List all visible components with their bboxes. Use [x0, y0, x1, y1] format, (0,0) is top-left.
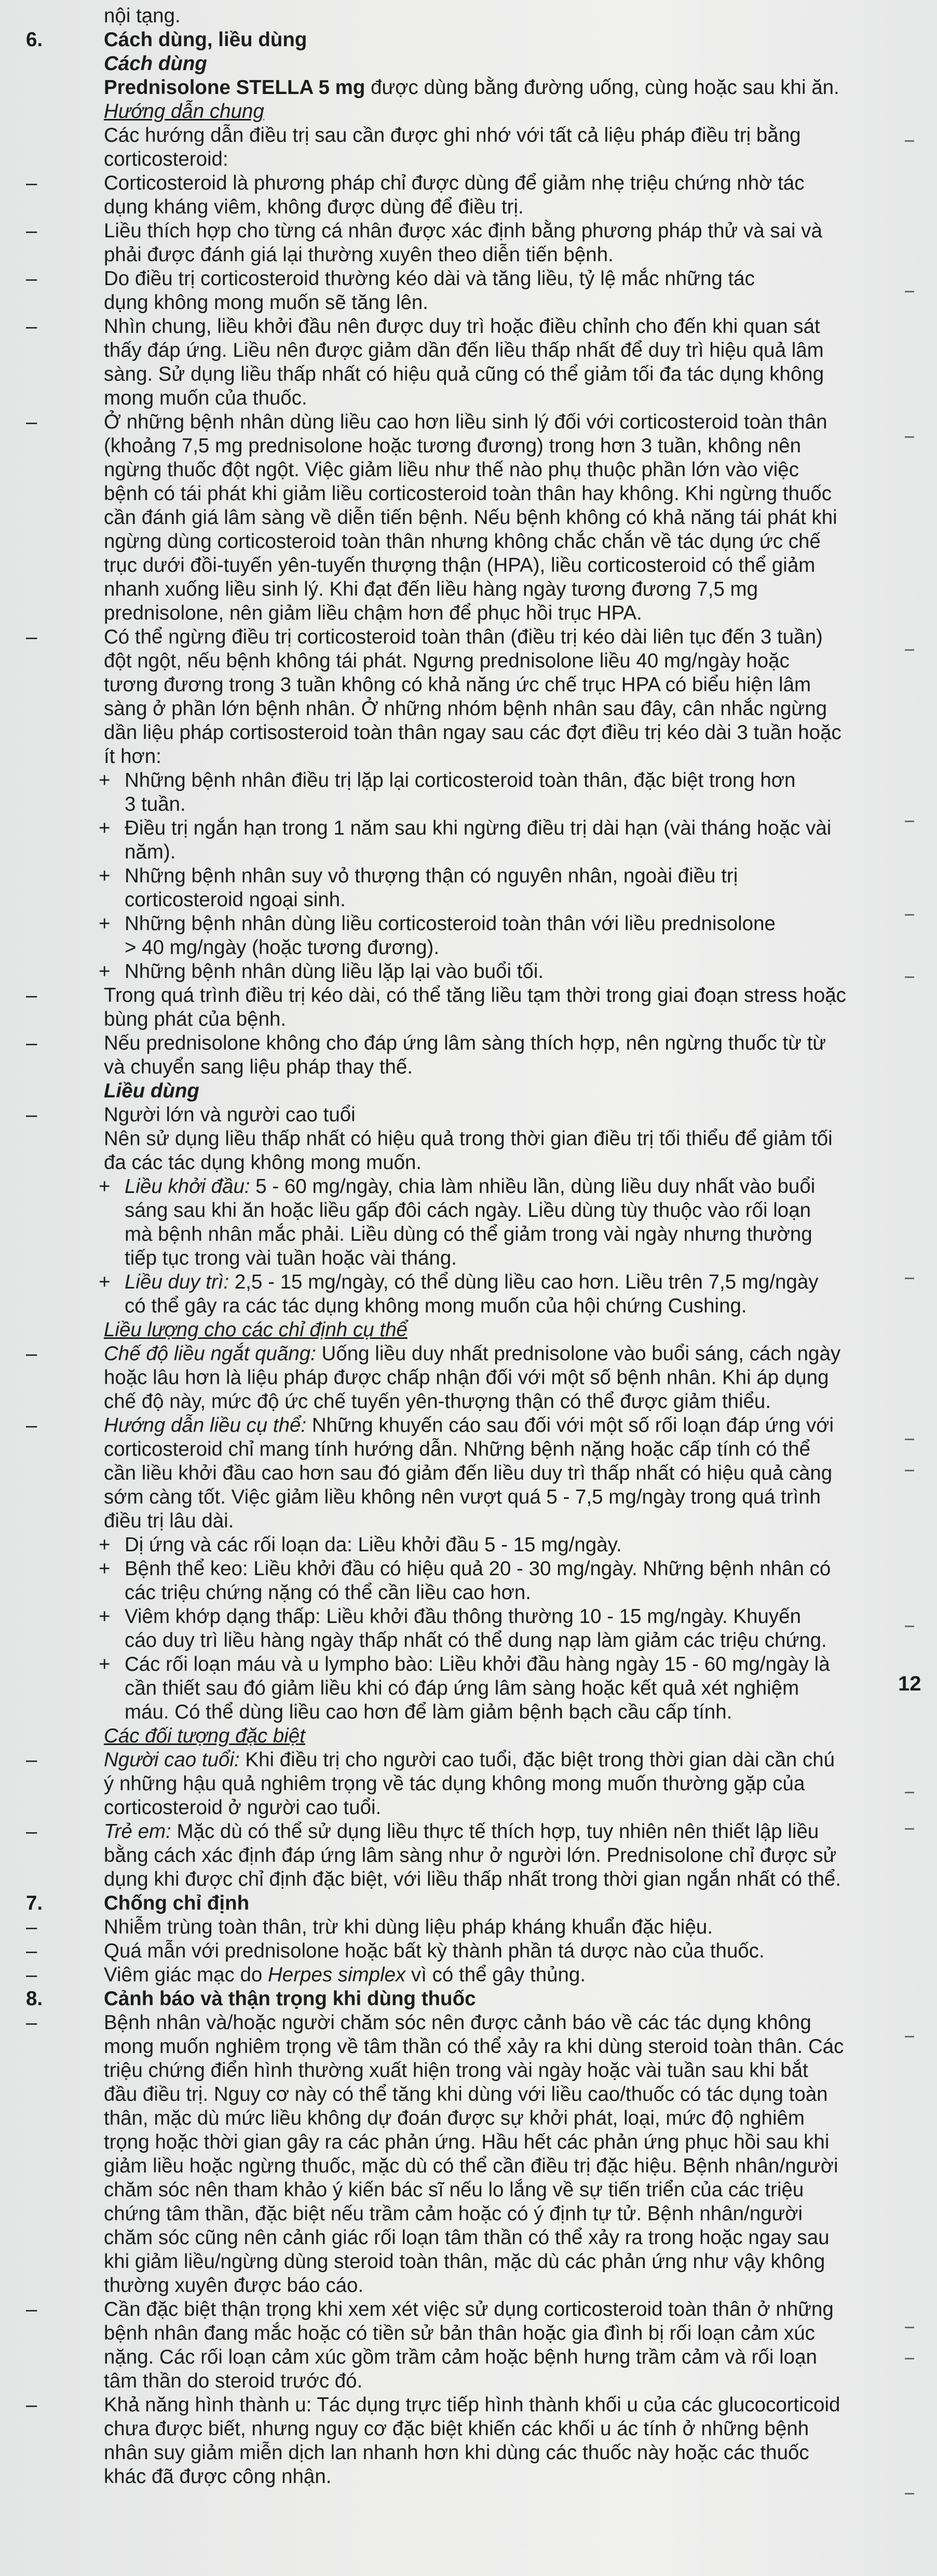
- text-line: [26, 769, 898, 793]
- margin-tick: [905, 976, 914, 978]
- line-text: khi giảm liều/ngừng dùng steroid toàn thân, mặc dù các phản ứng như vậy không: [104, 2250, 825, 2273]
- line-text: chưa được biết, nhưng nguy cơ đặc biệt khiến các khối u ác tính ở những bệnh: [104, 2418, 809, 2440]
- line-text: Bệnh nhân và/hoặc người chăm sóc nên được cảnh báo về các tác dụng không: [104, 2011, 811, 2034]
- text-line: [26, 721, 898, 745]
- dash-bullet: –: [26, 1964, 37, 1986]
- line-text: corticosteroid ngoại sinh.: [125, 889, 346, 911]
- margin-tick: [905, 2327, 914, 2328]
- dash-bullet: –: [26, 2298, 37, 2320]
- line-text: corticosteroid:: [104, 148, 228, 170]
- line-text: mà bệnh nhân mắc phải. Liều dùng có thể giảm trong vài ngày nhưng thường: [125, 1223, 812, 1245]
- text-line: [26, 1533, 898, 1557]
- section-heading: [26, 1891, 898, 1915]
- line-text: Nhìn chung, liều khởi đầu nên được duy trì hoặc điều chỉnh cho đến khi quan sát: [104, 315, 820, 338]
- text-line: [26, 506, 898, 530]
- line-text: trục dưới đồi-tuyến yên-tuyến thượng thận (HPA), liều corticosteroid có thể giảm: [104, 554, 816, 576]
- dash-bullet: –: [26, 411, 37, 433]
- dash-bullet: –: [26, 626, 37, 648]
- line-text: thân, mặc dù mức liều không dự đoán được sự khởi phát, loại, mức độ nghiêm: [104, 2107, 805, 2129]
- text-line: [26, 1461, 898, 1485]
- line-text: thường xuyên được báo cáo.: [104, 2274, 364, 2297]
- text-line: [26, 291, 898, 315]
- page-number: 12: [898, 1672, 921, 1695]
- line-text: Cần đặc biệt thận trọng khi xem xét việc sử dụng corticosteroid toàn thân ở những: [104, 2298, 834, 2320]
- plus-bullet: +: [99, 1653, 111, 1675]
- line-text: mong muốn nghiêm trọng về tâm thần có thể xảy ra khi dùng steroid toàn thân. Các: [104, 2035, 844, 2058]
- plus-bullet: +: [99, 913, 111, 935]
- line-text: ngừng thuốc đột ngột. Việc giảm liều như thế nào phụ thuộc phần lớn vào việc: [104, 459, 799, 481]
- line-text: corticosteroid chỉ mang tính hướng dẫn. Những bệnh nặng hoặc cấp tính có thể: [104, 1438, 810, 1460]
- text-line: [26, 1485, 898, 1509]
- line-text: [125, 1175, 815, 1199]
- line-text: Chống chỉ định: [104, 1892, 250, 1914]
- dash-bullet: –: [26, 220, 37, 242]
- text-line: [26, 1629, 898, 1653]
- line-text: dần liệu pháp cortisosteroid toàn thân ngay sau các đợt điều trị kéo dài 3 tuần hoặc: [104, 721, 841, 744]
- line-text: bùng phát của bệnh.: [104, 1008, 287, 1030]
- line-text: bệnh có tái phát khi giảm liều corticosteroid toàn thân hay không. Khi ngừng thuốc: [104, 482, 832, 505]
- text-line: [26, 793, 898, 816]
- text-line: [26, 1700, 898, 1724]
- line-text: Do điều trị corticosteroid thường kéo dài và tăng liều, tỷ lệ mắc những tác: [104, 267, 755, 290]
- text-line: [26, 1820, 898, 1844]
- line-text: nhân suy giảm miễn dịch lan nhanh hơn khi dùng các thuốc này hoặc các thuốc: [104, 2441, 809, 2464]
- line-text: Các hướng dẫn điều trị sau cần được ghi nhớ với tất cả liệu pháp điều trị bằng: [104, 124, 801, 146]
- text-run: vì có thể gây thủng.: [405, 1964, 586, 1986]
- margin-tick: [905, 1278, 914, 1279]
- text-line: [26, 410, 898, 434]
- line-text: cáo duy trì liều hàng ngày thấp nhất có thể dung nạp làm giảm các triệu chứng.: [125, 1629, 827, 1652]
- text-line: [26, 912, 898, 936]
- text-line: [26, 1581, 898, 1605]
- line-text: Corticosteroid là phương pháp chỉ được dùng để giảm nhẹ triệu chứng nhờ tác: [104, 172, 805, 194]
- line-text: Nhiễm trùng toàn thân, trừ khi dùng liệu pháp kháng khuẩn đặc hiệu.: [104, 1916, 713, 1938]
- text-line: [26, 2298, 898, 2322]
- line-text: nhanh xuống liều sinh lý. Khi đạt đến liều hàng ngày tương đương 7,5 mg: [104, 578, 758, 600]
- margin-tick: [905, 1470, 914, 1471]
- margin-tick: [905, 649, 914, 651]
- line-text: dụng không mong muốn sẽ tăng lên.: [104, 291, 429, 314]
- text-run: Liều duy trì:: [125, 1271, 229, 1293]
- text-line: [26, 458, 898, 482]
- section-heading: [26, 1987, 898, 2011]
- plus-bullet: +: [99, 1175, 111, 1198]
- plus-bullet: +: [99, 1605, 111, 1628]
- text-line: [26, 530, 898, 554]
- text-line: [26, 363, 898, 386]
- line-text: dụng kháng viêm, không được dùng để điều trị.: [104, 196, 524, 218]
- text-line: [26, 52, 898, 76]
- text-line: [26, 1127, 898, 1151]
- section-number: 6.: [26, 29, 43, 51]
- line-text: dụng khi được chỉ định đặc biệt, với liều thấp nhất trong thời gian ngắn nhất có thể.: [104, 1868, 841, 1890]
- text-line: [26, 2226, 898, 2250]
- line-text: mong muốn của thuốc.: [104, 387, 307, 409]
- line-text: các triệu chứng nặng có thể cần liều cao hơn.: [125, 1581, 532, 1604]
- plus-bullet: +: [99, 817, 111, 839]
- text-line: [26, 2393, 898, 2417]
- line-text: phải được đánh giá lại thường xuyên theo diễn tiến bệnh.: [104, 244, 614, 266]
- line-text: chứng tâm thần, đặc biệt nếu trầm cảm hoặc có ý định tự tử. Bệnh nhân/người: [104, 2203, 803, 2225]
- margin-tick: [905, 821, 914, 822]
- text-line: [26, 2441, 898, 2465]
- text-line: [26, 1342, 898, 1366]
- margin-tick: [905, 1439, 914, 1440]
- line-text: [104, 1414, 834, 1438]
- text-line: [26, 1676, 898, 1700]
- text-line: [26, 1055, 898, 1079]
- text-run: Herpes simplex: [268, 1964, 406, 1986]
- text-line: [26, 219, 898, 243]
- text-line: [26, 2322, 898, 2345]
- text-line: [26, 243, 898, 267]
- margin-tick: [905, 2358, 914, 2359]
- text-line: [26, 2202, 898, 2226]
- dash-bullet: –: [26, 2011, 37, 2034]
- line-text: sáng sau khi ăn hoặc liều gấp đôi cách ngày. Liều dùng tùy thuộc vào rối loạn: [125, 1199, 811, 1222]
- text-line: [26, 1557, 898, 1581]
- text-line: [26, 2465, 898, 2489]
- margin-tick: [905, 436, 914, 438]
- margin-tick: [905, 291, 914, 292]
- line-text: cần liều khởi đầu cao hơn sau đó giảm đến liều duy trì thấp nhất có hiệu quả càng: [104, 1462, 833, 1484]
- line-text: Nên sử dụng liều thấp nhất có hiệu quả trong thời gian điều trị tối thiểu để giảm tối: [104, 1128, 833, 1150]
- dash-bullet: –: [26, 1820, 37, 1843]
- line-text: điều trị lâu dài.: [104, 1510, 234, 1532]
- line-text: bệnh nhân đang mắc hoặc có tiền sử bản thân hoặc gia đình bị rối loạn cảm xúc: [104, 2322, 815, 2344]
- line-text: khác đã được công nhận.: [104, 2465, 332, 2488]
- text-line: [26, 1915, 898, 1939]
- line-text: Bệnh thể keo: Liều khởi đầu có hiệu quả 20 - 30 mg/ngày. Những bệnh nhân có: [125, 1558, 831, 1580]
- text-line: [26, 4, 898, 28]
- text-line: [26, 2369, 898, 2393]
- text-line: [26, 2417, 898, 2441]
- text-line: [26, 2107, 898, 2130]
- line-text: và chuyển sang liệu pháp thay thế.: [104, 1056, 413, 1078]
- plus-bullet: +: [99, 865, 111, 887]
- plus-bullet: +: [99, 1534, 111, 1556]
- text-line: [26, 840, 898, 864]
- text-line: [26, 1318, 898, 1342]
- text-run: Hướng dẫn liều cụ thể:: [104, 1414, 307, 1437]
- text-run: Những khuyến cáo sau đối với một số rối loạn đáp ứng với: [306, 1414, 834, 1437]
- dash-bullet: –: [26, 1916, 37, 1938]
- text-line: [26, 1223, 898, 1246]
- line-text: chế độ này, mức độ ức chế tuyến yên-thượng thận có thể được giảm thiểu.: [104, 1390, 771, 1413]
- line-text: Nếu prednisolone không cho đáp ứng lâm sàng thích hợp, nên ngừng thuốc từ từ: [104, 1032, 826, 1054]
- line-text: hoặc lâu hơn là liệu pháp được chấp nhận đối với một số bệnh nhân. Khi áp dụng: [104, 1366, 829, 1389]
- text-line: [26, 816, 898, 840]
- text-run: Viêm giác mạc do: [104, 1964, 268, 1986]
- line-text: bằng cách xác định đáp ứng lâm sàng như ở người lớn. Prednisolone chỉ được sử: [104, 1844, 837, 1867]
- dash-bullet: –: [26, 1104, 37, 1126]
- dash-bullet: –: [26, 1940, 37, 1962]
- line-text: prednisolone, nên giảm liều chậm hơn để phục hồi trục HPA.: [104, 602, 642, 624]
- text-line: [26, 1031, 898, 1055]
- line-text: ý những hậu quả nghiêm trọng về tác dụng không mong muốn thường gặp của: [104, 1773, 805, 1795]
- line-text: đột ngột, nếu bệnh không tái phát. Ngưng prednisolone liều 40 mg/ngày hoặc: [104, 650, 790, 672]
- text-line: [26, 2130, 898, 2154]
- text-line: [26, 339, 898, 363]
- text-line: [26, 1605, 898, 1629]
- line-text: Có thể ngừng điều trị corticosteroid toàn thân (điều trị kéo dài liên tục đến 3 tuần): [104, 626, 823, 648]
- text-line: [26, 554, 898, 578]
- text-line: [26, 76, 898, 100]
- line-text: 3 tuần.: [125, 793, 186, 815]
- text-line: [26, 1270, 898, 1294]
- text-line: [26, 936, 898, 960]
- line-text: có thể gây ra các tác dụng không mong muốn của hội chứng Cushing.: [125, 1295, 747, 1317]
- line-text: Những bệnh nhân dùng liều corticosteroid toàn thân với liều prednisolone: [125, 913, 776, 935]
- line-text: sàng ở phần lớn bệnh nhân. Ở những nhóm bệnh nhân sau đây, cân nhắc ngừng: [104, 697, 827, 720]
- text-line: [26, 482, 898, 506]
- line-text: ít hơn:: [104, 745, 161, 768]
- text-line: [26, 267, 898, 291]
- text-run: Mặc dù có thể sử dụng liều thực tế thích hợp, tuy nhiên nên thiết lập liều: [171, 1820, 819, 1843]
- dash-bullet: –: [26, 1749, 37, 1771]
- dash-bullet: –: [26, 267, 37, 290]
- text-line: [26, 625, 898, 649]
- margin-tick: [905, 2036, 914, 2037]
- line-text: nặng. Các rối loạn cảm xúc gồm trầm cảm hoặc bệnh hưng trầm cảm và rối loạn: [104, 2346, 817, 2368]
- text-line: [26, 2345, 898, 2369]
- text-line: [26, 1366, 898, 1390]
- line-text: Những bệnh nhân suy vỏ thượng thận có nguyên nhân, ngoài điều trị: [125, 865, 738, 887]
- text-run: 2,5 - 15 mg/ngày, có thể dùng liều cao hơn. Liều trên 7,5 mg/ngày: [229, 1271, 819, 1293]
- text-line: [26, 1653, 898, 1676]
- line-text: Những bệnh nhân dùng liều lặp lại vào buổi tối.: [125, 960, 544, 983]
- margin-tick: [905, 1792, 914, 1793]
- text-line: [26, 195, 898, 219]
- line-text: trọng hoặc thời gian gây ra các phản ứng. Hầu hết các phản ứng phục hồi sau khi: [104, 2131, 830, 2153]
- line-text: cần đánh giá lâm sàng về diễn tiến bệnh. Nếu bệnh không có khả năng tái phát khi: [104, 506, 837, 529]
- dash-bullet: –: [26, 1032, 37, 1054]
- margin-tick: [905, 1828, 914, 1830]
- line-text: tiếp tục trong vài tuần hoặc vài tháng.: [125, 1247, 457, 1269]
- line-text: Các đối tượng đặc biệt: [104, 1725, 305, 1747]
- text-line: [26, 1175, 898, 1199]
- line-text: Cách dùng, liều dùng: [104, 29, 307, 51]
- plus-bullet: +: [99, 1558, 111, 1580]
- line-text: Liều thích hợp cho từng cá nhân được xác định bằng phương pháp thử và sai và: [104, 220, 822, 242]
- line-text: sàng. Sử dụng liều thấp nhất có hiệu quả cũng có thể giảm tối đa tác dụng không: [104, 363, 824, 385]
- line-text: Trong quá trình điều trị kéo dài, có thể tăng liều tạm thời trong giai đoạn stress hoặc: [104, 984, 846, 1007]
- line-text: [104, 1748, 835, 1772]
- dash-bullet: –: [26, 984, 37, 1007]
- line-text: chăm sóc cũng nên cảnh giác rối loạn tâm thần có thể xảy ra trong hoặc ngay sau: [104, 2226, 830, 2249]
- line-text: Cảnh báo và thận trọng khi dùng thuốc: [104, 1988, 476, 2010]
- text-line: [26, 1509, 898, 1533]
- text-run: Trẻ em:: [104, 1820, 171, 1843]
- line-text: thấy đáp ứng. Liều nên được giảm dần đến liều thấp nhất để duy trì hiệu quả lâm: [104, 339, 824, 361]
- line-text: [104, 1342, 840, 1366]
- line-text: đầu điều trị. Nguy cơ này có thể tăng khi dùng với liều cao/thuốc có tác dụng toàn: [104, 2083, 828, 2105]
- text-line: [26, 2059, 898, 2083]
- line-text: Ở những bệnh nhân dùng liều cao hơn liều sinh lý đối với corticosteroid toàn thân: [104, 411, 827, 433]
- line-text: máu. Có thể dùng liều cao hơn để làm giảm bệnh bạch cầu cấp tính.: [125, 1701, 732, 1723]
- text-line: [26, 1246, 898, 1270]
- text-line: [26, 1724, 898, 1748]
- line-text: tâm thần do steroid trước đó.: [104, 2370, 363, 2392]
- plus-bullet: +: [99, 769, 111, 791]
- dash-bullet: –: [26, 2394, 37, 2416]
- plus-bullet: +: [99, 960, 111, 983]
- line-text: [104, 1820, 819, 1844]
- line-text: [104, 76, 839, 100]
- line-text: Quá mẫn với prednisolone hoặc bất kỳ thành phần tá dược nào của thuốc.: [104, 1940, 765, 1962]
- line-text: Các rối loạn máu và u lympho bào: Liều khởi đầu hàng ngày 15 - 60 mg/ngày là: [125, 1653, 830, 1675]
- margin-tick: [905, 140, 914, 142]
- text-line: [26, 2178, 898, 2202]
- text-run: Liều khởi đầu:: [125, 1175, 250, 1198]
- line-text: Cách dùng: [104, 52, 207, 75]
- margin-tick: [905, 1626, 914, 1627]
- line-text: [104, 1963, 586, 1987]
- line-text: tương đương trong 3 tuần không có khả năng ức chế trục HPA có biểu hiện lâm: [104, 674, 811, 696]
- text-line: [26, 1748, 898, 1772]
- text-line: [26, 1151, 898, 1175]
- text-line: [26, 578, 898, 601]
- text-line: [26, 1079, 898, 1103]
- line-text: > 40 mg/ngày (hoặc tương đương).: [125, 936, 440, 959]
- dash-bullet: –: [26, 1343, 37, 1365]
- line-text: ngừng dùng corticosteroid toàn thân nhưng không chắc chắn về tác dụng ức chế: [104, 530, 821, 553]
- text-line: [26, 147, 898, 171]
- text-line: [26, 434, 898, 458]
- text-line: [26, 386, 898, 410]
- text-line: [26, 984, 898, 1008]
- line-text: corticosteroid ở người cao tuổi.: [104, 1796, 382, 1819]
- line-text: Liều lượng cho các chỉ định cụ thể: [104, 1319, 408, 1341]
- text-line: [26, 1438, 898, 1461]
- text-run: Chế độ liều ngắt quãng:: [104, 1343, 316, 1365]
- text-line: [26, 2035, 898, 2059]
- line-text: Dị ứng và các rối loạn da: Liều khởi đầu 5 - 15 mg/ngày.: [125, 1534, 622, 1556]
- plus-bullet: +: [99, 1271, 111, 1293]
- margin-tick: [905, 2493, 914, 2494]
- text-line: [26, 1963, 898, 1987]
- text-line: [26, 124, 898, 147]
- line-text: cần thiết sau đó giảm liều khi có đáp ứng lâm sàng hoặc kết quả xét nghiệm: [125, 1677, 799, 1699]
- line-text: Khả năng hình thành u: Tác dụng trực tiếp hình thành khối u của các glucocorticoid: [104, 2394, 840, 2416]
- text-run: Uống liều duy nhất prednisolone vào buổi sáng, cách ngày: [316, 1343, 841, 1365]
- text-line: [26, 100, 898, 124]
- line-text: đa các tác dụng không mong muốn.: [104, 1151, 422, 1174]
- margin-tick: [905, 914, 914, 916]
- text-line: [26, 1939, 898, 1963]
- section-number: 7.: [26, 1892, 43, 1914]
- line-text: nội tạng.: [104, 5, 181, 27]
- line-text: Liều dùng: [104, 1080, 199, 1102]
- text-line: [26, 1796, 898, 1820]
- text-line: [26, 2274, 898, 2298]
- dash-bullet: –: [26, 1414, 37, 1437]
- text-line: [26, 960, 898, 984]
- line-text: Những bệnh nhân điều trị lặp lại corticosteroid toàn thân, đặc biệt trong hơn: [125, 769, 796, 791]
- dash-bullet: –: [26, 315, 37, 338]
- dash-bullet: –: [26, 172, 37, 194]
- text-line: [26, 888, 898, 912]
- text-run: Prednisolone STELLA 5 mg: [104, 76, 365, 99]
- text-line: [26, 1008, 898, 1031]
- line-text: giảm liều hoặc ngừng thuốc, mặc dù có thể cần điều trị đặc hiệu. Bệnh nhân/người: [104, 2155, 838, 2177]
- text-line: [26, 2011, 898, 2035]
- text-line: [26, 2154, 898, 2178]
- text-run: Người cao tuổi:: [104, 1749, 240, 1771]
- text-line: [26, 1772, 898, 1796]
- text-line: [26, 1390, 898, 1414]
- line-text: Viêm khớp dạng thấp: Liều khởi đầu thông thường 10 - 15 mg/ngày. Khuyến: [125, 1605, 802, 1628]
- line-text: Người lớn và người cao tuổi: [104, 1104, 356, 1126]
- text-line: [26, 1294, 898, 1318]
- text-line: [26, 649, 898, 673]
- text-run: 5 - 60 mg/ngày, chia làm nhiều lần, dùng liều duy nhất vào buổi: [250, 1175, 816, 1198]
- section-number: 8.: [26, 1988, 43, 2010]
- line-text: (khoảng 7,5 mg prednisolone hoặc tương đương) trong hơn 3 tuần, không nên: [104, 435, 802, 457]
- line-text: triệu chứng điển hình thường xuất hiện trong vài ngày hoặc vài tuần sau khi bắt: [104, 2059, 808, 2082]
- text-line: [26, 315, 898, 339]
- text-line: [26, 1103, 898, 1127]
- line-text: sớm càng tốt. Việc giảm liều không nên vượt quá 5 - 7,5 mg/ngày trong quá trình: [104, 1486, 821, 1508]
- text-run: Khi điều trị cho người cao tuổi, đặc biệt trong thời gian dài cần chú: [239, 1749, 835, 1771]
- text-line: [26, 2250, 898, 2274]
- text-line: [26, 1868, 898, 1891]
- text-line: [26, 697, 898, 721]
- line-text: chăm sóc nên tham khảo ý kiến bác sĩ nếu lo lắng về sự tiến triển của các triệu: [104, 2179, 804, 2201]
- line-text: năm).: [125, 841, 176, 863]
- text-line: [26, 601, 898, 625]
- text-line: [26, 745, 898, 769]
- text-line: [26, 1844, 898, 1868]
- text-line: [26, 1199, 898, 1223]
- text-line: [26, 864, 898, 888]
- section-heading: [26, 28, 898, 52]
- line-text: [125, 1270, 819, 1294]
- text-line: [26, 1414, 898, 1438]
- line-text: Hướng dẫn chung: [104, 100, 264, 123]
- text-line: [26, 171, 898, 195]
- text-line: [26, 673, 898, 697]
- text-run: được dùng bằng đường uống, cùng hoặc sau khi ăn.: [365, 76, 839, 99]
- line-text: Điều trị ngắn hạn trong 1 năm sau khi ngừng điều trị dài hạn (vài tháng hoặc vài: [125, 817, 832, 839]
- text-line: [26, 2083, 898, 2107]
